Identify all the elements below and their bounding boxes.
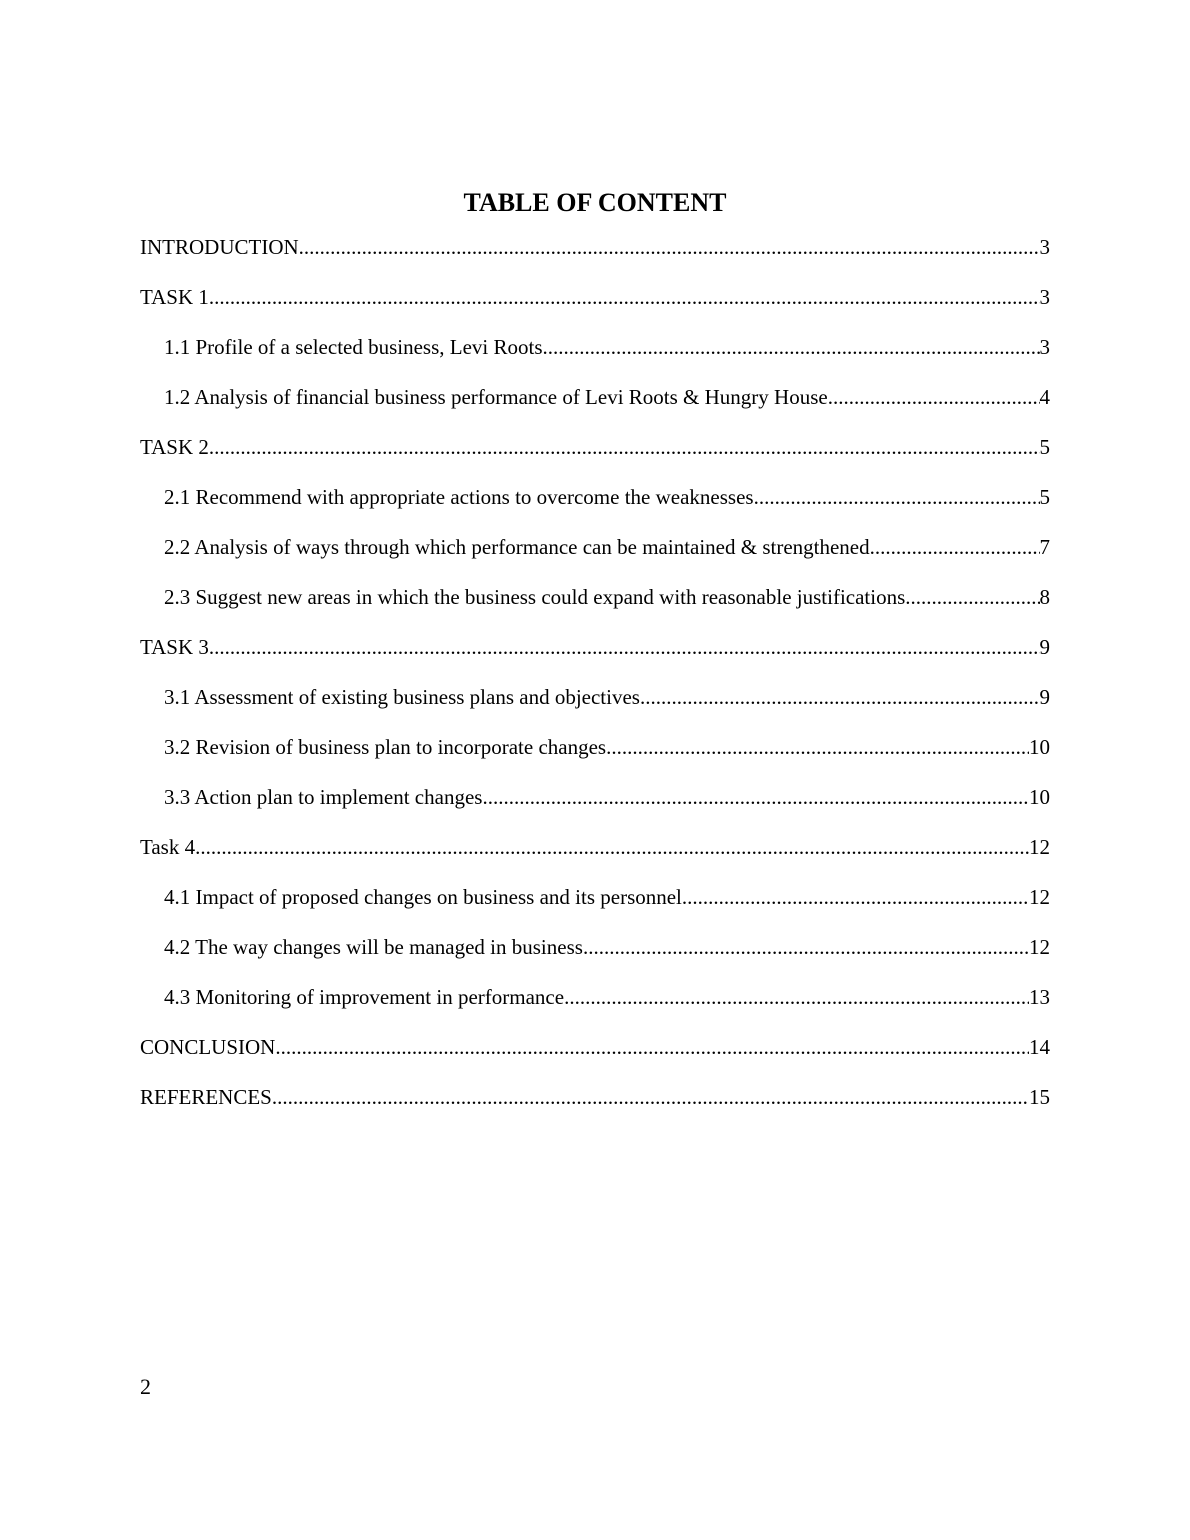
toc-dot-leader — [195, 832, 1029, 862]
toc-dot-leader — [606, 732, 1029, 762]
toc-entry-conclusion[interactable] — [140, 1032, 1050, 1082]
toc-entry-page: 3 — [1039, 335, 1050, 359]
toc-entry-page: 13 — [1029, 985, 1050, 1009]
toc-entry-label: 2.3 Suggest new areas in which the business could expand with reasonable justifications — [164, 585, 906, 609]
toc-dot-leader — [754, 482, 1040, 512]
toc-entry-page: 10 — [1029, 785, 1050, 809]
toc-entry-references[interactable] — [140, 1082, 1050, 1132]
toc-entry-label: TASK 1 — [140, 285, 209, 309]
toc-entry-task-3[interactable] — [140, 632, 1050, 682]
toc-entry-page: 12 — [1029, 835, 1050, 859]
toc-entry-page: 9 — [1039, 635, 1050, 659]
toc-title: TABLE OF CONTENT — [463, 188, 727, 217]
toc-entry-3-1[interactable] — [140, 682, 1050, 732]
toc-entry-label: 2.1 Recommend with appropriate actions to overcome the weaknesses — [164, 485, 754, 509]
toc-entry-label: 1.2 Analysis of financial business performance of Levi Roots & Hungry House — [164, 385, 828, 409]
toc-dot-leader — [640, 682, 1040, 712]
toc-entry-page: 12 — [1029, 885, 1050, 909]
toc-entry-4-2[interactable] — [140, 932, 1050, 982]
toc-dot-leader — [209, 282, 1040, 312]
toc-entry-page: 9 — [1039, 685, 1050, 709]
toc-entry-label: 2.2 Analysis of ways through which performance can be maintained & strengthened — [164, 535, 870, 559]
toc-entry-label: CONCLUSION — [140, 1035, 276, 1059]
toc-dot-leader — [682, 882, 1029, 912]
toc-entry-label: TASK 2 — [140, 435, 209, 459]
toc-dot-leader — [828, 382, 1040, 412]
toc-entry-label: 3.3 Action plan to implement changes — [164, 785, 483, 809]
toc-entry-introduction[interactable] — [140, 232, 1050, 282]
toc-entry-label: 4.3 Monitoring of improvement in performance — [164, 985, 565, 1009]
toc-entry-page: 8 — [1039, 585, 1050, 609]
toc-entry-label: 3.1 Assessment of existing business plans and objectives — [164, 685, 640, 709]
toc-dot-leader — [482, 782, 1029, 812]
toc-entry-label: INTRODUCTION — [140, 235, 299, 259]
toc-entry-label: Task 4 — [140, 835, 196, 859]
toc-entry-page: 14 — [1029, 1035, 1050, 1059]
toc-entry-label: REFERENCES — [140, 1085, 272, 1109]
toc-dot-leader — [905, 582, 1039, 612]
toc-entry-label: 3.2 Revision of business plan to incorporate changes — [164, 735, 607, 759]
toc-dot-leader — [275, 1032, 1029, 1062]
toc-entry-label: TASK 3 — [140, 635, 209, 659]
toc-entry-1-2[interactable] — [140, 382, 1050, 432]
toc-dot-leader — [299, 232, 1040, 262]
toc-entry-page: 3 — [1039, 285, 1050, 309]
toc-entry-page: 15 — [1029, 1085, 1050, 1109]
toc-entry-4-1[interactable] — [140, 882, 1050, 932]
toc-entry-page: 5 — [1039, 435, 1050, 459]
toc-entry-page: 5 — [1039, 485, 1050, 509]
toc-dot-leader — [209, 432, 1040, 462]
toc-entry-task-1[interactable] — [140, 282, 1050, 332]
toc-entry-page: 7 — [1039, 535, 1050, 559]
toc-entry-label: 1.1 Profile of a selected business, Levi Roots — [164, 335, 543, 359]
toc-entry-2-1[interactable] — [140, 482, 1050, 532]
toc-entry-4-3[interactable] — [140, 982, 1050, 1032]
toc-entry-1-1[interactable] — [140, 332, 1050, 382]
toc-dot-leader — [209, 632, 1040, 662]
toc-dot-leader — [583, 932, 1029, 962]
toc-entry-3-2[interactable] — [140, 732, 1050, 782]
toc-entry-page: 10 — [1029, 735, 1050, 759]
toc-entry-page: 3 — [1039, 235, 1050, 259]
toc-dot-leader — [870, 532, 1040, 562]
toc-entry-page: 4 — [1039, 385, 1050, 409]
toc-entry-task-2[interactable] — [140, 432, 1050, 482]
page-number: 2 — [140, 1374, 151, 1399]
toc-dot-leader — [543, 332, 1040, 362]
toc-entry-page: 12 — [1029, 935, 1050, 959]
toc-entry-3-3[interactable] — [140, 782, 1050, 832]
toc-dot-leader — [272, 1082, 1029, 1112]
toc-entry-2-2[interactable] — [140, 532, 1050, 582]
toc-list — [140, 232, 1050, 1132]
toc-entry-2-3[interactable] — [140, 582, 1050, 632]
toc-entry-task-4[interactable] — [140, 832, 1050, 882]
toc-entry-label: 4.2 The way changes will be managed in business — [164, 935, 583, 959]
toc-dot-leader — [564, 982, 1029, 1012]
toc-entry-label: 4.1 Impact of proposed changes on business and its personnel — [164, 885, 682, 909]
